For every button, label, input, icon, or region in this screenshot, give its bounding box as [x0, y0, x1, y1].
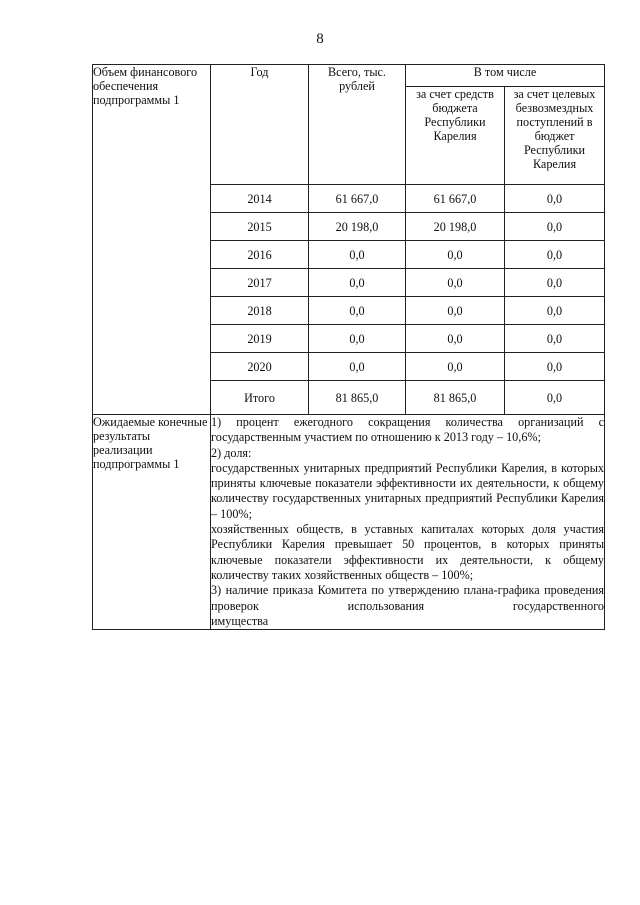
- total-cell: 61 667,0: [309, 185, 406, 213]
- page-number: 8: [316, 31, 324, 47]
- funding-label: Объем финансового обеспечения подпрограммы 1: [93, 65, 211, 415]
- result-item-1: 1) процент ежегодного сокращения количества организаций с государственным участием по отношению к 2013 году – 10,6%;: [211, 415, 605, 445]
- grants-cell: 0,0: [505, 213, 605, 241]
- result-item-2a: государственных унитарных предприятий Республики Карелия, в которых приняты ключевые показатели эффективности их деятельности, к общему количеству государственных унитарных предприятий Республики Карелия – 100%;: [211, 460, 605, 521]
- total-row-label: Итого: [211, 381, 309, 415]
- budget-cell: 0,0: [406, 269, 505, 297]
- result-item-3-end: имущества: [211, 613, 269, 628]
- grants-cell: 0,0: [505, 269, 605, 297]
- total-row-total: 81 865,0: [309, 381, 406, 415]
- subprogram-table: [92, 64, 605, 630]
- budget-cell: 0,0: [406, 241, 505, 269]
- result-item-2b: хозяйственных обществ, в уставных капиталах которых доля участия Республики Карелия превышает 50 процентов, в которых приняты ключевые показатели эффективности их деятельности, к общему количеству таких хозяйственных обществ – 100%;: [211, 522, 605, 582]
- grants-cell: 0,0: [505, 297, 605, 325]
- total-header: Всего, тыс. рублей: [309, 65, 406, 185]
- total-cell: 0,0: [309, 269, 406, 297]
- total-row-grants: 0,0: [505, 381, 605, 415]
- year-cell: 2017: [211, 269, 309, 297]
- budget-header: за счет средств бюджета Республики Карелия: [406, 87, 505, 185]
- total-cell: 20 198,0: [309, 213, 406, 241]
- year-cell: 2018: [211, 297, 309, 325]
- year-cell: 2019: [211, 325, 309, 353]
- total-row-budget: 81 865,0: [406, 381, 505, 415]
- budget-cell: 0,0: [406, 297, 505, 325]
- result-item-3: 3) наличие приказа Комитета по утверждению плана-графика проведения проверок использования государственного: [211, 583, 605, 613]
- total-cell: 0,0: [309, 353, 406, 381]
- year-cell: 2020: [211, 353, 309, 381]
- grants-cell: 0,0: [505, 353, 605, 381]
- grants-cell: 0,0: [505, 325, 605, 353]
- total-cell: 0,0: [309, 241, 406, 269]
- including-header: В том числе: [406, 65, 605, 87]
- total-cell: 0,0: [309, 325, 406, 353]
- results-row: [93, 415, 605, 630]
- year-cell: 2015: [211, 213, 309, 241]
- year-cell: 2014: [211, 185, 309, 213]
- header-row-1: [93, 65, 605, 87]
- grants-cell: 0,0: [505, 185, 605, 213]
- results-label: Ожидаемые конечные результаты реализации подпрограммы 1: [93, 415, 211, 630]
- year-header: Год: [211, 65, 309, 185]
- total-cell: 0,0: [309, 297, 406, 325]
- grants-cell: 0,0: [505, 241, 605, 269]
- result-item-2-heading: 2) доля:: [211, 445, 252, 460]
- budget-cell: 20 198,0: [406, 213, 505, 241]
- grants-header: за счет целевых безвозмездных поступлений в бюджет Республики Карелия: [505, 87, 605, 185]
- results-text: [211, 415, 605, 630]
- budget-cell: 61 667,0: [406, 185, 505, 213]
- budget-cell: 0,0: [406, 325, 505, 353]
- year-cell: 2016: [211, 241, 309, 269]
- budget-cell: 0,0: [406, 353, 505, 381]
